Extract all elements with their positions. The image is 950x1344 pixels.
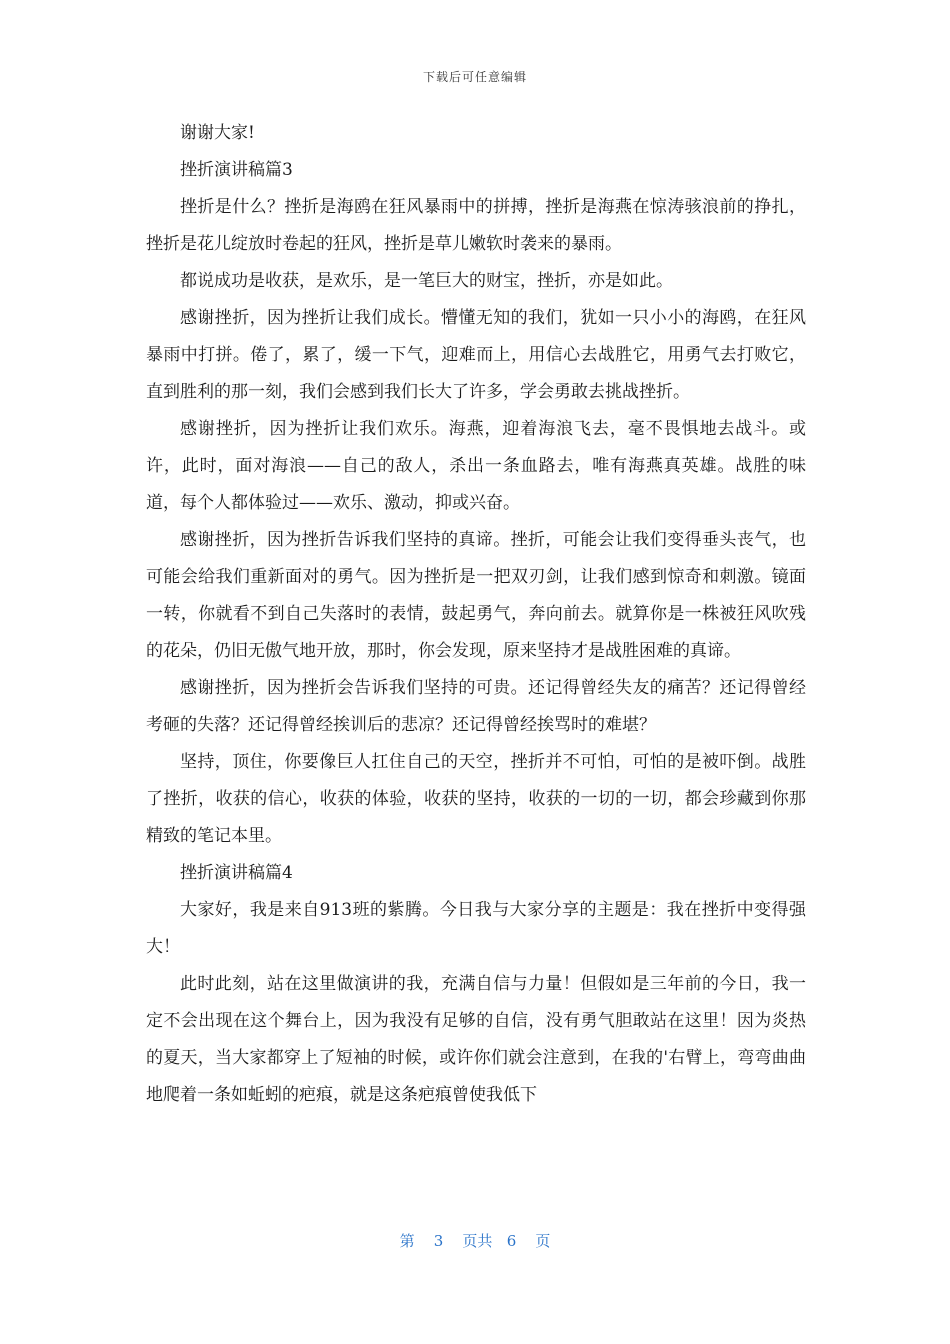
paragraph: 感谢挫折，因为挫折让我们欢乐。海燕，迎着海浪飞去，毫不畏惧地去战斗。或许，此时，面对海浪——自己的敌人，杀出一条血路去，唯有海燕真英雄。战胜的味道，每个人都体验过——欢乐、激动，抑或兴奋。 <box>146 419 806 513</box>
section-heading: 挫折演讲稿篇3 <box>180 160 293 180</box>
document-body <box>146 115 806 1114</box>
paragraph: 感谢挫折，因为挫折让我们成长。懵懂无知的我们，犹如一只小小的海鸥，在狂风暴雨中打拼。倦了，累了，缓一下气，迎难而上，用信心去战胜它，用勇气去打败它，直到胜利的那一刻，我们会感到我们长大了许多，学会勇敢去挑战挫折。 <box>146 308 806 402</box>
footer-prefix: 第 <box>399 1232 415 1250</box>
page-footer <box>0 1230 950 1251</box>
footer-middle: 页共 <box>462 1232 493 1250</box>
footer-suffix: 页 <box>535 1232 551 1250</box>
total-page-count: 6 <box>506 1232 517 1250</box>
paragraph: 挫折是什么？挫折是海鸥在狂风暴雨中的拼搏，挫折是海燕在惊涛骇浪前的挣扎，挫折是花儿绽放时卷起的狂风，挫折是草儿嫩软时袭来的暴雨。 <box>146 197 806 254</box>
section-heading: 挫折演讲稿篇4 <box>180 863 293 883</box>
current-page-number: 3 <box>433 1232 444 1250</box>
paragraph: 感谢挫折，因为挫折会告诉我们坚持的可贵。还记得曾经失友的痛苦？还记得曾经考砸的失落？还记得曾经挨训后的悲凉？还记得曾经挨骂时的难堪？ <box>146 678 806 735</box>
paragraph: 感谢挫折，因为挫折告诉我们坚持的真谛。挫折，可能会让我们变得垂头丧气，也可能会给我们重新面对的勇气。因为挫折是一把双刃剑，让我们感到惊奇和刺激。镜面一转，你就看不到自己失落时的表情，鼓起勇气，奔向前去。就算你是一株被狂风吹残的花朵，仍旧无傲气地开放，那时，你会发现，原来坚持才是战胜困难的真谛。 <box>146 530 806 661</box>
page-header: 下载后可任意编辑 <box>422 70 527 84</box>
paragraph: 大家好，我是来自913班的紫腾。今日我与大家分享的主题是：我在挫折中变得强大！ <box>146 900 806 957</box>
paragraph: 此时此刻，站在这里做演讲的我，充满自信与力量！但假如是三年前的今日，我一定不会出现在这个舞台上，因为我没有足够的自信，没有勇气胆敢站在这里！因为炎热的夏天，当大家都穿上了短袖的时候，或许你们就会注意到，在我的'右臂上，弯弯曲曲地爬着一条如蚯蚓的疤痕，就是这条疤痕曾使我低下 <box>146 974 806 1105</box>
paragraph: 谢谢大家! <box>180 123 255 143</box>
paragraph: 坚持，顶住，你要像巨人扛住自己的天空，挫折并不可怕，可怕的是被吓倒。战胜了挫折，收获的信心，收获的体验，收获的坚持，收获的一切的一切，都会珍藏到你那精致的笔记本里。 <box>146 752 806 846</box>
paragraph: 都说成功是收获，是欢乐，是一笔巨大的财宝，挫折，亦是如此。 <box>180 271 673 291</box>
